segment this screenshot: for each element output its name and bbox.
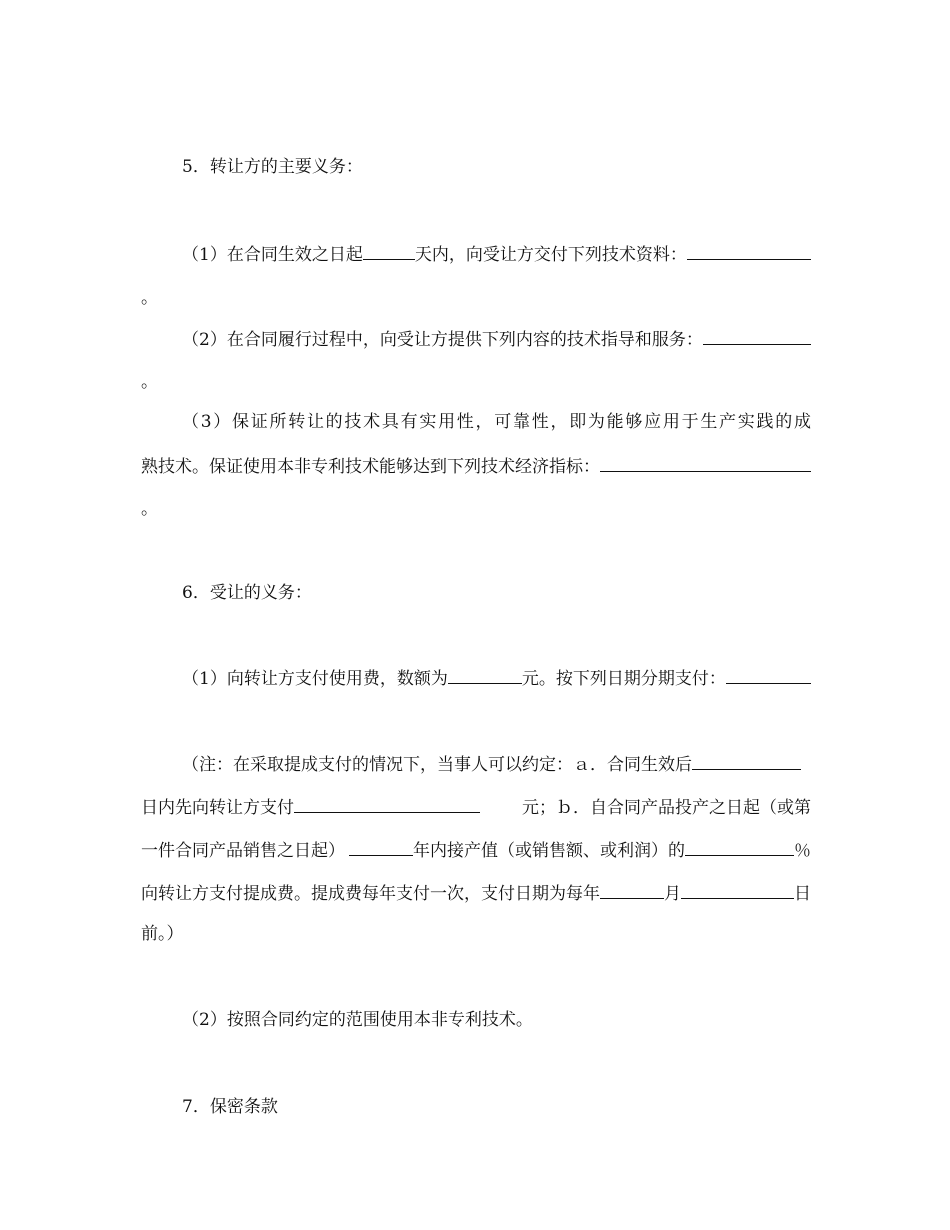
advance-payment-blank — [294, 796, 480, 813]
note-line-5: 前。） — [141, 924, 184, 944]
note-line-4 — [141, 882, 811, 905]
month-label: 月 — [664, 884, 681, 904]
section-5-heading: 5．转让方的主要义务： — [182, 157, 363, 177]
section-5-item-3-line-2 — [141, 455, 811, 478]
note-text-3b: 年内接产值（或销售额、或利润）的 — [413, 841, 685, 861]
note-line-2 — [141, 796, 811, 819]
percentage-blank — [685, 839, 794, 856]
tech-guidance-blank — [703, 328, 811, 345]
note-line-3 — [141, 839, 811, 862]
section-6-heading: 6．受让的义务： — [182, 583, 312, 603]
item-3-end-mark: 。 — [141, 499, 158, 519]
section-5-item-2 — [182, 328, 811, 351]
section-5-item-3-line-1: （3）保证所转让的技术具有实用性，可靠性，即为能够应用于生产实践的成 — [182, 412, 811, 432]
tech-materials-blank — [687, 243, 811, 260]
note-text-2a: 日内先向转让方支付 — [141, 798, 294, 818]
note-text-1: （注：在采取提成支付的情况下，当事人可以约定：ａ．合同生效后 — [182, 755, 692, 775]
item-2-text: （2）在合同履行过程中，向受让方提供下列内容的技术指导和服务： — [182, 330, 703, 350]
days-blank — [363, 243, 415, 260]
item-3-text: 熟技术。保证使用本非专利技术能够达到下列技术经济指标： — [141, 457, 600, 477]
installment-dates-blank — [726, 667, 811, 684]
section-6-item-1 — [182, 667, 811, 690]
fee-amount-blank — [448, 667, 522, 684]
section-6-item-2: （2）按照合同约定的范围使用本非专利技术。 — [182, 1010, 533, 1030]
item-2-end-mark: 。 — [141, 372, 158, 392]
note-text-2b: 元；ｂ．自合同产品投产之日起（或第 — [522, 798, 811, 818]
section-5-item-1 — [182, 243, 811, 266]
indicators-blank — [600, 455, 811, 472]
percent-sign: ％ — [794, 841, 811, 861]
days-after-effect-blank — [692, 753, 801, 770]
note-line-1 — [182, 753, 801, 776]
item-1-end-mark: 。 — [141, 288, 158, 308]
day-blank — [681, 882, 794, 899]
note-text-4a: 向转让方支付提成费。提成费每年支付一次，支付日期为每年 — [141, 884, 600, 904]
item-1-text-a: （1）在合同生效之日起 — [182, 245, 363, 265]
month-blank — [600, 882, 664, 899]
section-7-heading: 7．保密条款 — [182, 1097, 278, 1117]
item-1-text-b: 天内，向受让方交付下列技术资料： — [414, 245, 687, 265]
years-blank — [349, 839, 413, 856]
day-label: 日 — [794, 884, 811, 904]
item-1-text-a: （1）向转让方支付使用费，数额为 — [182, 669, 448, 689]
note-text-3a: 一件合同产品销售之日起） — [141, 841, 345, 861]
item-1-text-b: 元。按下列日期分期支付： — [521, 669, 726, 689]
